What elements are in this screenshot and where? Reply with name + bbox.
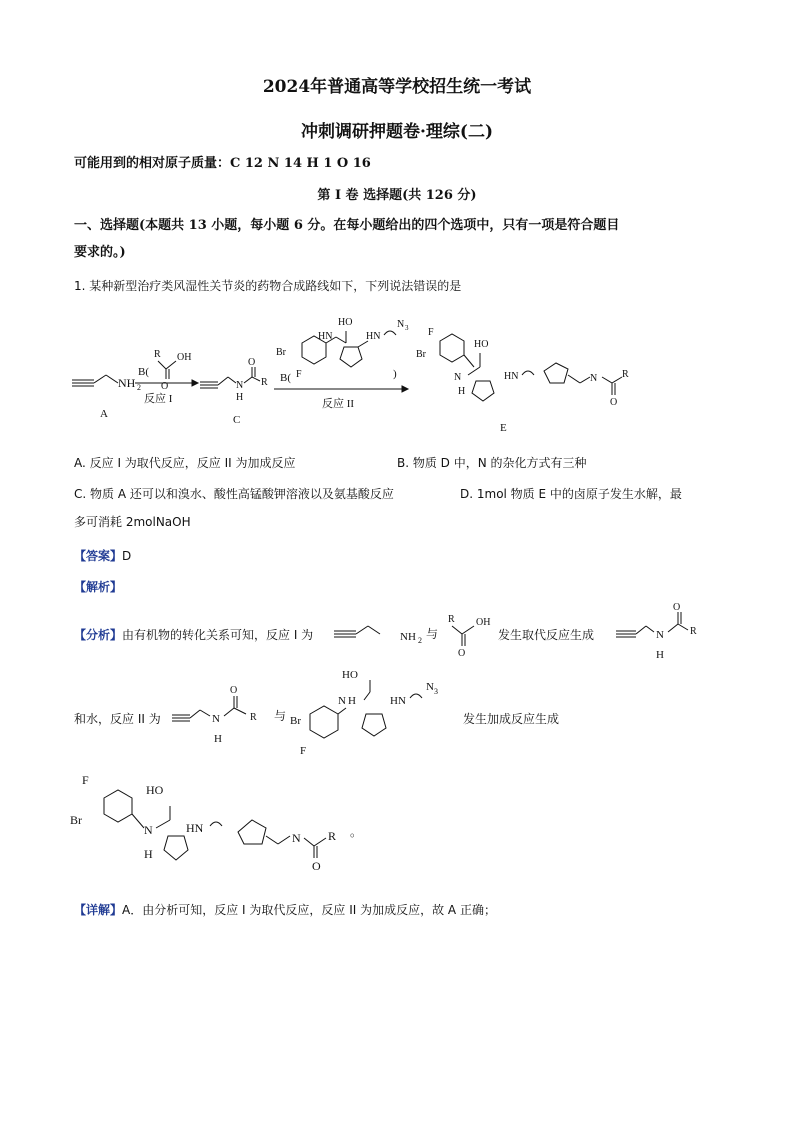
svg-text:HO: HO bbox=[338, 317, 353, 328]
svg-text:F: F bbox=[296, 369, 302, 380]
product-e-structure bbox=[68, 770, 368, 880]
svg-text:R: R bbox=[261, 377, 268, 388]
analysis-label: 【解析】 bbox=[74, 580, 123, 594]
svg-text:N: N bbox=[454, 372, 462, 383]
svg-text:): ) bbox=[393, 368, 397, 380]
svg-text:3: 3 bbox=[434, 687, 438, 696]
svg-text:HN: HN bbox=[186, 821, 204, 835]
detail-row bbox=[74, 901, 496, 918]
label-c: C bbox=[233, 414, 241, 426]
svg-text:N: N bbox=[292, 831, 301, 845]
svg-text:与: 与 bbox=[426, 627, 439, 641]
svg-text:OH: OH bbox=[476, 617, 491, 628]
label-e: E bbox=[500, 422, 507, 434]
svg-text:HO: HO bbox=[474, 339, 489, 350]
svg-text:F: F bbox=[82, 773, 89, 787]
svg-text:O: O bbox=[458, 648, 466, 659]
furazan-ring-d bbox=[340, 347, 362, 367]
svg-text:F: F bbox=[428, 327, 434, 338]
svg-text:HO: HO bbox=[146, 783, 164, 797]
question-stem: 1. 某种新型治疗类风湿性关节炎的药物合成路线如下，下列说法错误的是 bbox=[74, 279, 462, 293]
svg-text:Br: Br bbox=[290, 715, 301, 727]
svg-text:2: 2 bbox=[137, 383, 141, 392]
svg-text:B(: B( bbox=[138, 366, 149, 378]
svg-text:H: H bbox=[348, 695, 356, 707]
option-a: A. 反应 I 为取代反应，反应 II 为加成反应 bbox=[74, 456, 296, 470]
svg-text:O: O bbox=[673, 602, 681, 613]
nh2-label: NH bbox=[118, 376, 136, 390]
fenxi-text-3: 发生取代反应生成 bbox=[498, 628, 595, 642]
detail-text: A．由分析可知，反应 I 为取代反应，反应 II 为加成反应，故 A 正确； bbox=[122, 903, 496, 917]
svg-text:Br: Br bbox=[276, 347, 286, 358]
reaction-1-label: 反应 I bbox=[144, 393, 173, 405]
svg-text:HN: HN bbox=[318, 331, 333, 342]
svg-text:R: R bbox=[154, 349, 161, 360]
fenxi-text-4: 和水，反应 II 为 bbox=[74, 712, 161, 726]
option-b: B. 物质 D 中，N 的杂化方式有三种 bbox=[397, 456, 587, 470]
svg-text:H: H bbox=[214, 733, 222, 745]
answer-value: D bbox=[122, 549, 132, 563]
compound-c-structure bbox=[200, 367, 260, 388]
atomic-mass-line: 可能用到的相对原子质量：C 12 N 14 H 1 O 16 bbox=[74, 156, 371, 171]
svg-text:Br: Br bbox=[416, 349, 426, 360]
section-instruction-line1: 一、选择题(本题共 13 小题，每小题 6 分。在每小题给出的四个选项中，只有一项是符合题目 bbox=[74, 218, 620, 233]
fenxi-structures-2 bbox=[170, 670, 460, 760]
svg-text:Br: Br bbox=[70, 813, 82, 827]
svg-text:O: O bbox=[248, 357, 256, 368]
benzene-ring-e bbox=[440, 334, 464, 362]
option-d-continued: 多可消耗 2molNaOH bbox=[74, 515, 191, 529]
furazan-ring-e bbox=[472, 381, 494, 401]
svg-text:与: 与 bbox=[274, 709, 287, 723]
svg-text:OH: OH bbox=[177, 352, 192, 363]
svg-text:NH: NH bbox=[400, 631, 416, 643]
page-subtitle: 冲刺调研押题卷·理综(二) bbox=[300, 122, 493, 142]
section-instruction-line2: 要求的。) bbox=[74, 245, 126, 260]
svg-text:N: N bbox=[590, 373, 598, 384]
volume-label: 第 I 卷 选择题(共 126 分) bbox=[317, 188, 477, 203]
answer-row bbox=[74, 547, 131, 564]
compound-a-structure bbox=[72, 375, 118, 386]
option-d: D. 1mol 物质 E 中的卤原子发生水解，最 bbox=[460, 487, 682, 501]
svg-text:R: R bbox=[250, 712, 257, 723]
svg-text:N: N bbox=[338, 695, 346, 707]
svg-text:F: F bbox=[300, 745, 307, 757]
svg-text:。: 。 bbox=[350, 825, 363, 839]
svg-text:N: N bbox=[656, 629, 664, 641]
reaction-scheme bbox=[60, 305, 740, 435]
fenxi-label: 【分析】 bbox=[74, 628, 123, 642]
svg-text:HN: HN bbox=[390, 695, 406, 707]
svg-text:N: N bbox=[397, 319, 405, 330]
svg-text:H: H bbox=[458, 386, 466, 397]
fenxi-line-1: 【分析】由有机物的转化关系可知，反应 I 为 bbox=[74, 628, 314, 642]
answer-label: 【答案】 bbox=[74, 549, 123, 563]
svg-text:N: N bbox=[144, 823, 153, 837]
svg-text:H: H bbox=[656, 649, 664, 661]
svg-text:N: N bbox=[236, 380, 244, 391]
svg-text:HN: HN bbox=[504, 371, 519, 382]
reaction-2-label: 反应 II bbox=[322, 398, 355, 410]
svg-text:R: R bbox=[328, 829, 337, 843]
svg-text:O: O bbox=[161, 381, 169, 392]
svg-text:H: H bbox=[144, 847, 153, 861]
label-a: A bbox=[100, 408, 108, 420]
svg-text:H: H bbox=[236, 392, 244, 403]
svg-text:R: R bbox=[690, 626, 697, 637]
page-title: 2024年普通高等学校招生统一考试 bbox=[262, 77, 532, 97]
svg-text:R: R bbox=[622, 369, 629, 380]
svg-text:HO: HO bbox=[342, 670, 358, 681]
svg-text:HN: HN bbox=[366, 331, 381, 342]
svg-text:R: R bbox=[448, 614, 455, 625]
option-c: C. 物质 A 还可以和溴水、酸性高锰酸钾溶液以及氨基酸反应 bbox=[74, 487, 394, 501]
svg-text:O: O bbox=[610, 397, 618, 408]
svg-text:N: N bbox=[212, 713, 220, 725]
svg-text:O: O bbox=[230, 685, 238, 696]
svg-text:2: 2 bbox=[418, 636, 422, 645]
svg-text:3: 3 bbox=[405, 324, 409, 332]
detail-label: 【详解】 bbox=[74, 903, 123, 917]
triazole-ring-e bbox=[544, 363, 568, 383]
svg-text:N: N bbox=[426, 681, 434, 693]
fenxi-text-6: 发生加成反应生成 bbox=[463, 712, 560, 726]
svg-text:O: O bbox=[312, 859, 321, 873]
svg-text:B(: B( bbox=[280, 372, 291, 384]
